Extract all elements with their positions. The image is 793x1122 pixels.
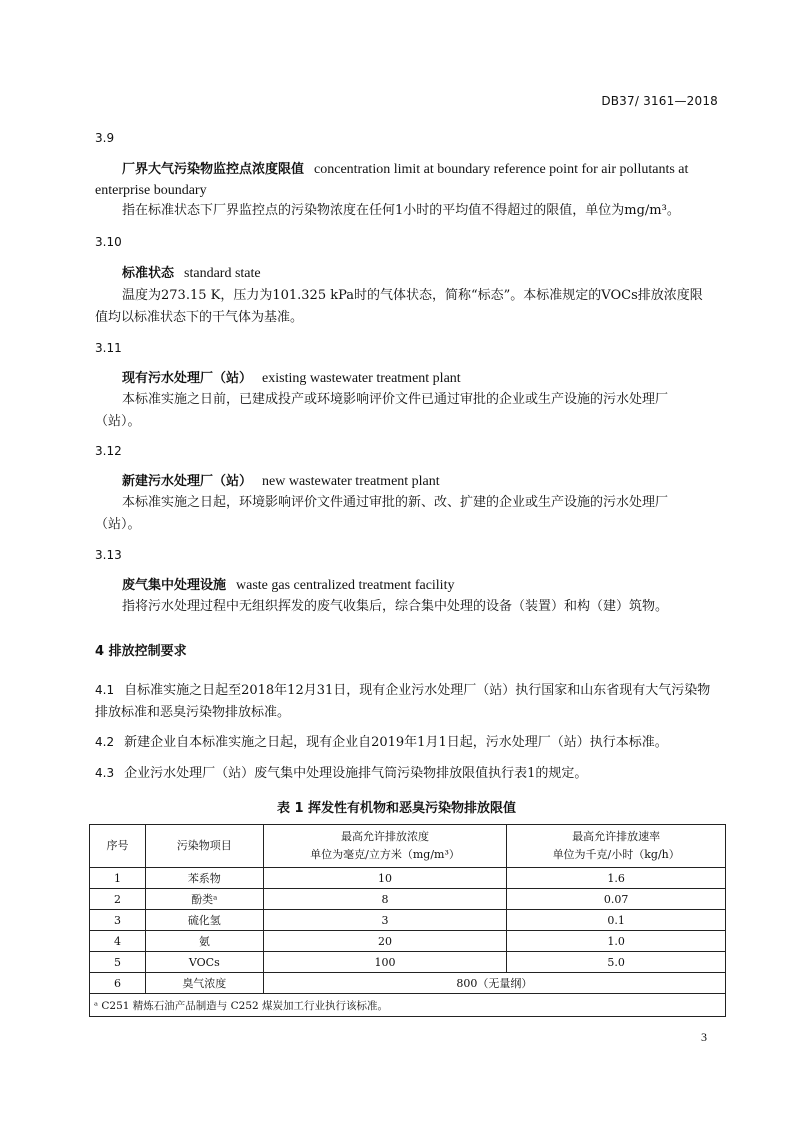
cell-conc: 20 [263, 931, 507, 952]
term-3-10-heading [122, 263, 712, 284]
term-number-3-13: 3.13 [95, 548, 122, 562]
cell-item: 酚类ᵃ [145, 889, 263, 910]
cell-rate: 0.07 [507, 889, 726, 910]
term-3-12-en: new wastewater treatment plant [262, 474, 440, 489]
term-number-3-12: 3.12 [95, 444, 122, 458]
term-3-12-definition: 本标准实施之日起，环境影响评价文件通过审批的新、改、扩建的企业或生产设施的污水处理厂（站）。 [95, 495, 669, 532]
clause-4-3-number: 4.3 [95, 766, 115, 780]
term-3-12-cn: 新建污水处理厂（站） [122, 474, 253, 489]
term-3-9-cn: 厂界大气污染物监控点浓度限值 [122, 162, 305, 177]
term-3-9-definition: 指在标准状态下厂界监控点的污染物浓度在任何1小时的平均值不得超过的限值，单位为mg/m³。 [122, 203, 680, 218]
header-item: 污染物项目 [145, 825, 263, 868]
clause-4-3-text: 企业污水处理厂（站）废气集中处理设施排气筒污染物排放限值执行表1的规定。 [124, 766, 588, 781]
header-rate: 最高允许排放速率 单位为千克/小时（kg/h） [507, 825, 726, 868]
cell-seq: 2 [90, 889, 146, 910]
cell-seq: 1 [90, 868, 146, 889]
cell-rate: 1.6 [507, 868, 726, 889]
term-3-13-en: waste gas centralized treatment facility [236, 578, 455, 593]
clause-4-1 [95, 679, 715, 724]
term-3-13-definition: 指将污水处理过程中无组织挥发的废气收集后，综合集中处理的设备（装置）和构（建）筑物。 [122, 599, 669, 614]
term-3-13-heading [122, 575, 712, 596]
table-footnote: ᵃ C251 精炼石油产品制造与 C252 煤炭加工行业执行该标准。 [90, 994, 726, 1017]
cell-seq: 6 [90, 973, 146, 994]
cell-item: 硫化氢 [145, 910, 263, 931]
cell-item: VOCs [145, 952, 263, 973]
term-3-13-cn: 废气集中处理设施 [122, 578, 227, 593]
cell-conc: 100 [263, 952, 507, 973]
term-number-3-11: 3.11 [95, 341, 122, 355]
term-3-11-cn: 现有污水处理厂（站） [122, 371, 253, 386]
header-seq: 序号 [90, 825, 146, 868]
table-1-title: 表 1 挥发性有机物和恶臭污染物排放限值 [276, 801, 517, 816]
term-3-10-definition: 温度为273.15 K，压力为101.325 kPa时的气体状态，简称“标态”。本标准规定的VOCs排放浓度限值均以标准状态下的干气体为基准。 [95, 288, 703, 325]
document-code: DB37/ 3161—2018 [601, 94, 718, 108]
table-header-row [90, 825, 726, 868]
cell-seq: 5 [90, 952, 146, 973]
cell-item: 臭气浓度 [145, 973, 263, 994]
clause-4-3 [95, 762, 715, 785]
cell-conc: 8 [263, 889, 507, 910]
table-row [90, 910, 726, 931]
table-row [90, 931, 726, 952]
table-footnote-row [90, 994, 726, 1017]
term-number-3-10: 3.10 [95, 235, 122, 249]
clause-4-1-number: 4.1 [95, 683, 115, 697]
term-3-10-cn: 标准状态 [122, 266, 175, 281]
cell-rate: 1.0 [507, 931, 726, 952]
term-3-9-en-cont: enterprise boundary [95, 183, 207, 198]
cell-conc: 10 [263, 868, 507, 889]
cell-conc: 3 [263, 910, 507, 931]
clause-4-2-text: 新建企业自本标准实施之日起，现有企业自2019年1月1日起，污水处理厂（站）执行本标准。 [124, 735, 668, 750]
term-3-11-heading [122, 368, 712, 389]
table-row-odor [90, 973, 726, 994]
term-3-11-definition: 本标准实施之日前，已建成投产或环境影响评价文件已通过审批的企业或生产设施的污水处理厂（站）。 [95, 392, 669, 429]
clause-4-2-number: 4.2 [95, 735, 115, 749]
cell-item: 氨 [145, 931, 263, 952]
term-3-11-en: existing wastewater treatment plant [262, 371, 461, 386]
cell-seq: 3 [90, 910, 146, 931]
term-3-12-heading [122, 471, 712, 492]
cell-odor-value: 800（无量纲） [263, 973, 725, 994]
emission-limits-table [89, 824, 726, 1017]
term-3-10-en: standard state [184, 266, 261, 281]
section-4-heading: 4 排放控制要求 [95, 644, 187, 659]
term-3-9-en: concentration limit at boundary reference point for air pollutants at [314, 162, 689, 177]
cell-rate: 0.1 [507, 910, 726, 931]
term-3-9-heading [122, 159, 712, 180]
cell-rate: 5.0 [507, 952, 726, 973]
clause-4-2 [95, 731, 715, 754]
cell-seq: 4 [90, 931, 146, 952]
page-number: 3 [701, 1030, 707, 1044]
table-row [90, 952, 726, 973]
cell-item: 苯系物 [145, 868, 263, 889]
header-concentration: 最高允许排放浓度 单位为毫克/立方米（mg/m³） [263, 825, 507, 868]
table-row [90, 868, 726, 889]
clause-4-1-text: 自标准实施之日起至2018年12月31日，现有企业污水处理厂（站）执行国家和山东省现有大气污染物排放标准和恶臭污染物排放标准。 [95, 683, 711, 720]
table-row [90, 889, 726, 910]
term-number-3-9: 3.9 [95, 131, 115, 145]
